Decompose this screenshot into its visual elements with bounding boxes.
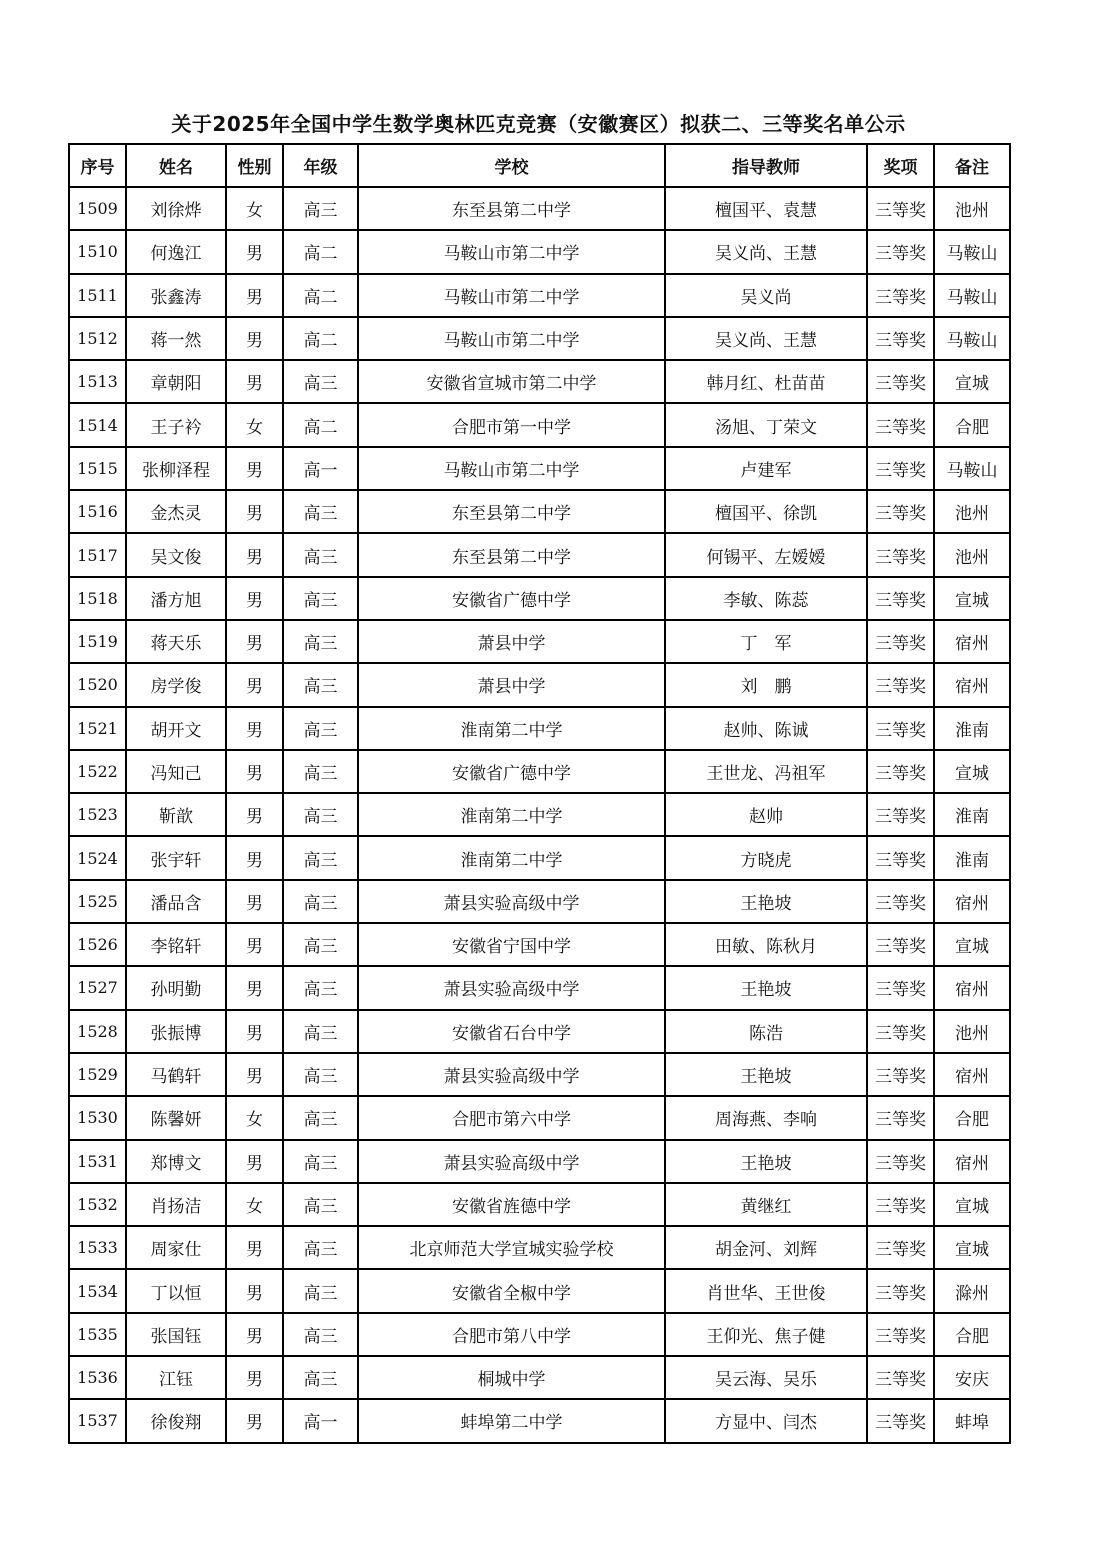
- table-row: [69, 923, 1010, 966]
- cell-col-note: 宣城: [934, 1183, 1010, 1226]
- cell-col-note: 宣城: [934, 1226, 1010, 1269]
- cell-col-gender: 男: [226, 750, 283, 793]
- table-row: [69, 1010, 1010, 1053]
- cell-col-award: 三等奖: [867, 447, 934, 490]
- cell-col-grade: 高二: [283, 403, 358, 446]
- cell-col-name: 刘徐烨: [126, 187, 226, 230]
- cell-col-teacher: 陈浩: [665, 1010, 867, 1053]
- table-row: [69, 317, 1010, 360]
- cell-col-school: 马鞍山市第二中学: [358, 447, 665, 490]
- cell-col-award: 三等奖: [867, 1053, 934, 1096]
- table-row: [69, 663, 1010, 706]
- cell-col-grade: 高三: [283, 1096, 358, 1139]
- cell-col-index: 1513: [69, 360, 126, 403]
- cell-col-teacher: 卢建军: [665, 447, 867, 490]
- cell-col-school: 萧县实验高级中学: [358, 966, 665, 1009]
- header-col-note: 备注: [934, 144, 1010, 187]
- cell-col-award: 三等奖: [867, 1183, 934, 1226]
- cell-col-award: 三等奖: [867, 360, 934, 403]
- cell-col-award: 三等奖: [867, 274, 934, 317]
- cell-col-school: 北京师范大学宣城实验学校: [358, 1226, 665, 1269]
- cell-col-index: 1527: [69, 966, 126, 1009]
- cell-col-school: 淮南第二中学: [358, 793, 665, 836]
- cell-col-teacher: 田敏、陈秋月: [665, 923, 867, 966]
- cell-col-school: 安徽省全椒中学: [358, 1269, 665, 1312]
- cell-col-school: 淮南第二中学: [358, 707, 665, 750]
- cell-col-teacher: 黄继红: [665, 1183, 867, 1226]
- cell-col-teacher: 王艳坡: [665, 1140, 867, 1183]
- cell-col-school: 桐城中学: [358, 1356, 665, 1399]
- award-table: [68, 143, 1011, 1444]
- cell-col-school: 萧县实验高级中学: [358, 1140, 665, 1183]
- document-title: 关于2025年全国中学生数学奥林匹克竞赛（安徽赛区）拟获二、三等奖名单公示: [171, 112, 906, 136]
- cell-col-grade: 高三: [283, 1183, 358, 1226]
- cell-col-grade: 高三: [283, 663, 358, 706]
- cell-col-index: 1536: [69, 1356, 126, 1399]
- table-row: [69, 360, 1010, 403]
- cell-col-name: 潘方旭: [126, 577, 226, 620]
- cell-col-gender: 男: [226, 1399, 283, 1442]
- cell-col-teacher: 李敏、陈蕊: [665, 577, 867, 620]
- cell-col-teacher: 汤旭、丁荣文: [665, 403, 867, 446]
- cell-col-index: 1512: [69, 317, 126, 360]
- cell-col-grade: 高二: [283, 230, 358, 273]
- cell-col-grade: 高三: [283, 793, 358, 836]
- header-col-name: 姓名: [126, 144, 226, 187]
- cell-col-grade: 高二: [283, 274, 358, 317]
- cell-col-school: 东至县第二中学: [358, 490, 665, 533]
- cell-col-teacher: 檀国平、袁慧: [665, 187, 867, 230]
- cell-col-gender: 男: [226, 1313, 283, 1356]
- cell-col-gender: 女: [226, 1096, 283, 1139]
- cell-col-grade: 高三: [283, 1140, 358, 1183]
- cell-col-teacher: 刘 鹏: [665, 663, 867, 706]
- cell-col-gender: 男: [226, 577, 283, 620]
- table-row: [69, 447, 1010, 490]
- cell-col-note: 淮南: [934, 793, 1010, 836]
- cell-col-index: 1519: [69, 620, 126, 663]
- cell-col-grade: 高三: [283, 836, 358, 879]
- cell-col-grade: 高二: [283, 317, 358, 360]
- cell-col-grade: 高三: [283, 1226, 358, 1269]
- cell-col-grade: 高三: [283, 1269, 358, 1312]
- cell-col-gender: 男: [226, 707, 283, 750]
- cell-col-award: 三等奖: [867, 317, 934, 360]
- cell-col-gender: 女: [226, 403, 283, 446]
- cell-col-gender: 男: [226, 663, 283, 706]
- table-body: [69, 187, 1010, 1443]
- cell-col-name: 张国钰: [126, 1313, 226, 1356]
- cell-col-teacher: 何锡平、左嫒嫒: [665, 533, 867, 576]
- cell-col-grade: 高三: [283, 966, 358, 1009]
- cell-col-award: 三等奖: [867, 1313, 934, 1356]
- cell-col-index: 1533: [69, 1226, 126, 1269]
- cell-col-school: 萧县实验高级中学: [358, 1053, 665, 1096]
- cell-col-award: 三等奖: [867, 663, 934, 706]
- cell-col-name: 孙明勤: [126, 966, 226, 1009]
- cell-col-name: 何逸江: [126, 230, 226, 273]
- cell-col-award: 三等奖: [867, 1010, 934, 1053]
- table-row: [69, 1226, 1010, 1269]
- cell-col-index: 1521: [69, 707, 126, 750]
- cell-col-name: 丁以恒: [126, 1269, 226, 1312]
- cell-col-index: 1532: [69, 1183, 126, 1226]
- cell-col-school: 安徽省广德中学: [358, 750, 665, 793]
- cell-col-gender: 男: [226, 793, 283, 836]
- header-col-grade: 年级: [283, 144, 358, 187]
- cell-col-teacher: 吴义尚、王慧: [665, 230, 867, 273]
- cell-col-gender: 男: [226, 447, 283, 490]
- cell-col-award: 三等奖: [867, 1226, 934, 1269]
- cell-col-gender: 男: [226, 1140, 283, 1183]
- cell-col-index: 1534: [69, 1269, 126, 1312]
- cell-col-gender: 男: [226, 533, 283, 576]
- cell-col-teacher: 吴义尚: [665, 274, 867, 317]
- cell-col-grade: 高三: [283, 360, 358, 403]
- cell-col-note: 宣城: [934, 577, 1010, 620]
- cell-col-name: 徐俊翔: [126, 1399, 226, 1442]
- cell-col-index: 1509: [69, 187, 126, 230]
- cell-col-note: 宿州: [934, 1053, 1010, 1096]
- cell-col-note: 蚌埠: [934, 1399, 1010, 1442]
- cell-col-index: 1523: [69, 793, 126, 836]
- cell-col-note: 池州: [934, 1010, 1010, 1053]
- cell-col-note: 宿州: [934, 880, 1010, 923]
- cell-col-note: 滁州: [934, 1269, 1010, 1312]
- table-row: [69, 1313, 1010, 1356]
- cell-col-gender: 男: [226, 836, 283, 879]
- table-row: [69, 1269, 1010, 1312]
- cell-col-name: 蒋天乐: [126, 620, 226, 663]
- cell-col-teacher: 胡金河、刘辉: [665, 1226, 867, 1269]
- cell-col-gender: 男: [226, 966, 283, 1009]
- cell-col-name: 章朝阳: [126, 360, 226, 403]
- cell-col-gender: 男: [226, 317, 283, 360]
- cell-col-award: 三等奖: [867, 1356, 934, 1399]
- cell-col-name: 陈馨妍: [126, 1096, 226, 1139]
- cell-col-school: 马鞍山市第二中学: [358, 230, 665, 273]
- cell-col-note: 安庆: [934, 1356, 1010, 1399]
- cell-col-grade: 高一: [283, 1399, 358, 1442]
- cell-col-name: 张鑫涛: [126, 274, 226, 317]
- cell-col-school: 合肥市第六中学: [358, 1096, 665, 1139]
- cell-col-note: 宣城: [934, 750, 1010, 793]
- cell-col-index: 1520: [69, 663, 126, 706]
- table-row: [69, 1053, 1010, 1096]
- table-header-row: [69, 144, 1010, 187]
- cell-col-grade: 高三: [283, 1356, 358, 1399]
- cell-col-teacher: 方晓虎: [665, 836, 867, 879]
- cell-col-gender: 男: [226, 1010, 283, 1053]
- cell-col-note: 淮南: [934, 707, 1010, 750]
- cell-col-gender: 男: [226, 1356, 283, 1399]
- cell-col-index: 1511: [69, 274, 126, 317]
- cell-col-teacher: 赵帅: [665, 793, 867, 836]
- cell-col-name: 王子衿: [126, 403, 226, 446]
- cell-col-note: 宣城: [934, 360, 1010, 403]
- cell-col-school: 合肥市第一中学: [358, 403, 665, 446]
- cell-col-award: 三等奖: [867, 923, 934, 966]
- header-col-index: 序号: [69, 144, 126, 187]
- cell-col-name: 吴文俊: [126, 533, 226, 576]
- cell-col-index: 1515: [69, 447, 126, 490]
- cell-col-award: 三等奖: [867, 187, 934, 230]
- table-row: [69, 966, 1010, 1009]
- cell-col-gender: 男: [226, 360, 283, 403]
- cell-col-school: 安徽省石台中学: [358, 1010, 665, 1053]
- cell-col-grade: 高三: [283, 923, 358, 966]
- cell-col-award: 三等奖: [867, 403, 934, 446]
- table-row: [69, 1356, 1010, 1399]
- cell-col-school: 安徽省广德中学: [358, 577, 665, 620]
- cell-col-award: 三等奖: [867, 230, 934, 273]
- cell-col-index: 1524: [69, 836, 126, 879]
- cell-col-grade: 高三: [283, 577, 358, 620]
- cell-col-name: 潘品含: [126, 880, 226, 923]
- table-row: [69, 880, 1010, 923]
- cell-col-award: 三等奖: [867, 620, 934, 663]
- cell-col-gender: 女: [226, 187, 283, 230]
- cell-col-grade: 高一: [283, 447, 358, 490]
- cell-col-gender: 男: [226, 1269, 283, 1312]
- cell-col-name: 金杰灵: [126, 490, 226, 533]
- cell-col-award: 三等奖: [867, 1096, 934, 1139]
- cell-col-gender: 女: [226, 1183, 283, 1226]
- cell-col-teacher: 吴义尚、王慧: [665, 317, 867, 360]
- cell-col-note: 池州: [934, 490, 1010, 533]
- cell-col-award: 三等奖: [867, 533, 934, 576]
- cell-col-teacher: 丁 军: [665, 620, 867, 663]
- cell-col-note: 合肥: [934, 403, 1010, 446]
- cell-col-school: 淮南第二中学: [358, 836, 665, 879]
- cell-col-index: 1517: [69, 533, 126, 576]
- cell-col-name: 房学俊: [126, 663, 226, 706]
- cell-col-grade: 高三: [283, 707, 358, 750]
- cell-col-index: 1516: [69, 490, 126, 533]
- cell-col-index: 1526: [69, 923, 126, 966]
- cell-col-note: 宿州: [934, 966, 1010, 1009]
- cell-col-gender: 男: [226, 880, 283, 923]
- cell-col-note: 池州: [934, 187, 1010, 230]
- cell-col-teacher: 韩月红、杜苗苗: [665, 360, 867, 403]
- cell-col-award: 三等奖: [867, 836, 934, 879]
- cell-col-name: 郑博文: [126, 1140, 226, 1183]
- cell-col-grade: 高三: [283, 620, 358, 663]
- cell-col-name: 江钰: [126, 1356, 226, 1399]
- cell-col-index: 1528: [69, 1010, 126, 1053]
- cell-col-award: 三等奖: [867, 1140, 934, 1183]
- table-row: [69, 490, 1010, 533]
- cell-col-grade: 高三: [283, 187, 358, 230]
- cell-col-teacher: 王艳坡: [665, 1053, 867, 1096]
- cell-col-teacher: 吴云海、吴乐: [665, 1356, 867, 1399]
- cell-col-award: 三等奖: [867, 1269, 934, 1312]
- cell-col-index: 1537: [69, 1399, 126, 1442]
- cell-col-school: 合肥市第八中学: [358, 1313, 665, 1356]
- cell-col-award: 三等奖: [867, 490, 934, 533]
- cell-col-note: 宣城: [934, 923, 1010, 966]
- cell-col-teacher: 方显中、闫杰: [665, 1399, 867, 1442]
- cell-col-school: 马鞍山市第二中学: [358, 274, 665, 317]
- table-row: [69, 403, 1010, 446]
- cell-col-index: 1530: [69, 1096, 126, 1139]
- cell-col-teacher: 王艳坡: [665, 880, 867, 923]
- cell-col-grade: 高三: [283, 880, 358, 923]
- header-col-award: 奖项: [867, 144, 934, 187]
- cell-col-gender: 男: [226, 923, 283, 966]
- cell-col-note: 宿州: [934, 663, 1010, 706]
- cell-col-school: 安徽省宁国中学: [358, 923, 665, 966]
- cell-col-name: 胡开文: [126, 707, 226, 750]
- cell-col-school: 萧县中学: [358, 620, 665, 663]
- cell-col-note: 宿州: [934, 620, 1010, 663]
- cell-col-index: 1518: [69, 577, 126, 620]
- cell-col-index: 1514: [69, 403, 126, 446]
- cell-col-gender: 男: [226, 1053, 283, 1096]
- cell-col-grade: 高三: [283, 490, 358, 533]
- cell-col-index: 1531: [69, 1140, 126, 1183]
- cell-col-note: 池州: [934, 533, 1010, 576]
- cell-col-grade: 高三: [283, 1053, 358, 1096]
- cell-col-school: 马鞍山市第二中学: [358, 317, 665, 360]
- table-row: [69, 1399, 1010, 1442]
- cell-col-award: 三等奖: [867, 880, 934, 923]
- cell-col-gender: 男: [226, 274, 283, 317]
- cell-col-index: 1529: [69, 1053, 126, 1096]
- table-row: [69, 577, 1010, 620]
- cell-col-grade: 高三: [283, 1010, 358, 1053]
- cell-col-index: 1525: [69, 880, 126, 923]
- cell-col-index: 1510: [69, 230, 126, 273]
- table-row: [69, 836, 1010, 879]
- cell-col-school: 东至县第二中学: [358, 187, 665, 230]
- cell-col-note: 宿州: [934, 1140, 1010, 1183]
- cell-col-name: 张柳泽程: [126, 447, 226, 490]
- header-col-teacher: 指导教师: [665, 144, 867, 187]
- cell-col-gender: 男: [226, 490, 283, 533]
- cell-col-grade: 高三: [283, 533, 358, 576]
- table-row: [69, 187, 1010, 230]
- cell-col-grade: 高三: [283, 750, 358, 793]
- cell-col-name: 李铭轩: [126, 923, 226, 966]
- cell-col-school: 东至县第二中学: [358, 533, 665, 576]
- table-row: [69, 750, 1010, 793]
- cell-col-note: 马鞍山: [934, 230, 1010, 273]
- cell-col-award: 三等奖: [867, 966, 934, 1009]
- cell-col-note: 合肥: [934, 1313, 1010, 1356]
- cell-col-award: 三等奖: [867, 1399, 934, 1442]
- cell-col-teacher: 檀国平、徐凯: [665, 490, 867, 533]
- cell-col-award: 三等奖: [867, 707, 934, 750]
- cell-col-note: 马鞍山: [934, 447, 1010, 490]
- cell-col-award: 三等奖: [867, 793, 934, 836]
- cell-col-teacher: 王世龙、冯祖军: [665, 750, 867, 793]
- table-row: [69, 793, 1010, 836]
- table-row: [69, 707, 1010, 750]
- cell-col-index: 1535: [69, 1313, 126, 1356]
- cell-col-teacher: 周海燕、李响: [665, 1096, 867, 1139]
- cell-col-teacher: 王艳坡: [665, 966, 867, 1009]
- cell-col-teacher: 肖世华、王世俊: [665, 1269, 867, 1312]
- cell-col-note: 淮南: [934, 836, 1010, 879]
- cell-col-award: 三等奖: [867, 750, 934, 793]
- cell-col-name: 周家仕: [126, 1226, 226, 1269]
- cell-col-name: 蒋一然: [126, 317, 226, 360]
- cell-col-teacher: 赵帅、陈诚: [665, 707, 867, 750]
- cell-col-gender: 男: [226, 1226, 283, 1269]
- cell-col-school: 蚌埠第二中学: [358, 1399, 665, 1442]
- cell-col-school: 萧县实验高级中学: [358, 880, 665, 923]
- cell-col-index: 1522: [69, 750, 126, 793]
- cell-col-name: 张宇轩: [126, 836, 226, 879]
- table-row: [69, 1096, 1010, 1139]
- cell-col-note: 合肥: [934, 1096, 1010, 1139]
- cell-col-school: 安徽省宣城市第二中学: [358, 360, 665, 403]
- table-row: [69, 620, 1010, 663]
- cell-col-note: 马鞍山: [934, 317, 1010, 360]
- table-row: [69, 1140, 1010, 1183]
- cell-col-name: 冯知己: [126, 750, 226, 793]
- table-row: [69, 1183, 1010, 1226]
- table-row: [69, 533, 1010, 576]
- cell-col-name: 靳歆: [126, 793, 226, 836]
- table-row: [69, 230, 1010, 273]
- header-col-gender: 性别: [226, 144, 283, 187]
- table-row: [69, 274, 1010, 317]
- cell-col-name: 肖扬洁: [126, 1183, 226, 1226]
- cell-col-teacher: 王仰光、焦子健: [665, 1313, 867, 1356]
- cell-col-school: 安徽省旌德中学: [358, 1183, 665, 1226]
- cell-col-gender: 男: [226, 620, 283, 663]
- cell-col-grade: 高三: [283, 1313, 358, 1356]
- cell-col-name: 张振博: [126, 1010, 226, 1053]
- header-col-school: 学校: [358, 144, 665, 187]
- cell-col-name: 马鹤轩: [126, 1053, 226, 1096]
- cell-col-school: 萧县中学: [358, 663, 665, 706]
- cell-col-award: 三等奖: [867, 577, 934, 620]
- cell-col-gender: 男: [226, 230, 283, 273]
- cell-col-note: 马鞍山: [934, 274, 1010, 317]
